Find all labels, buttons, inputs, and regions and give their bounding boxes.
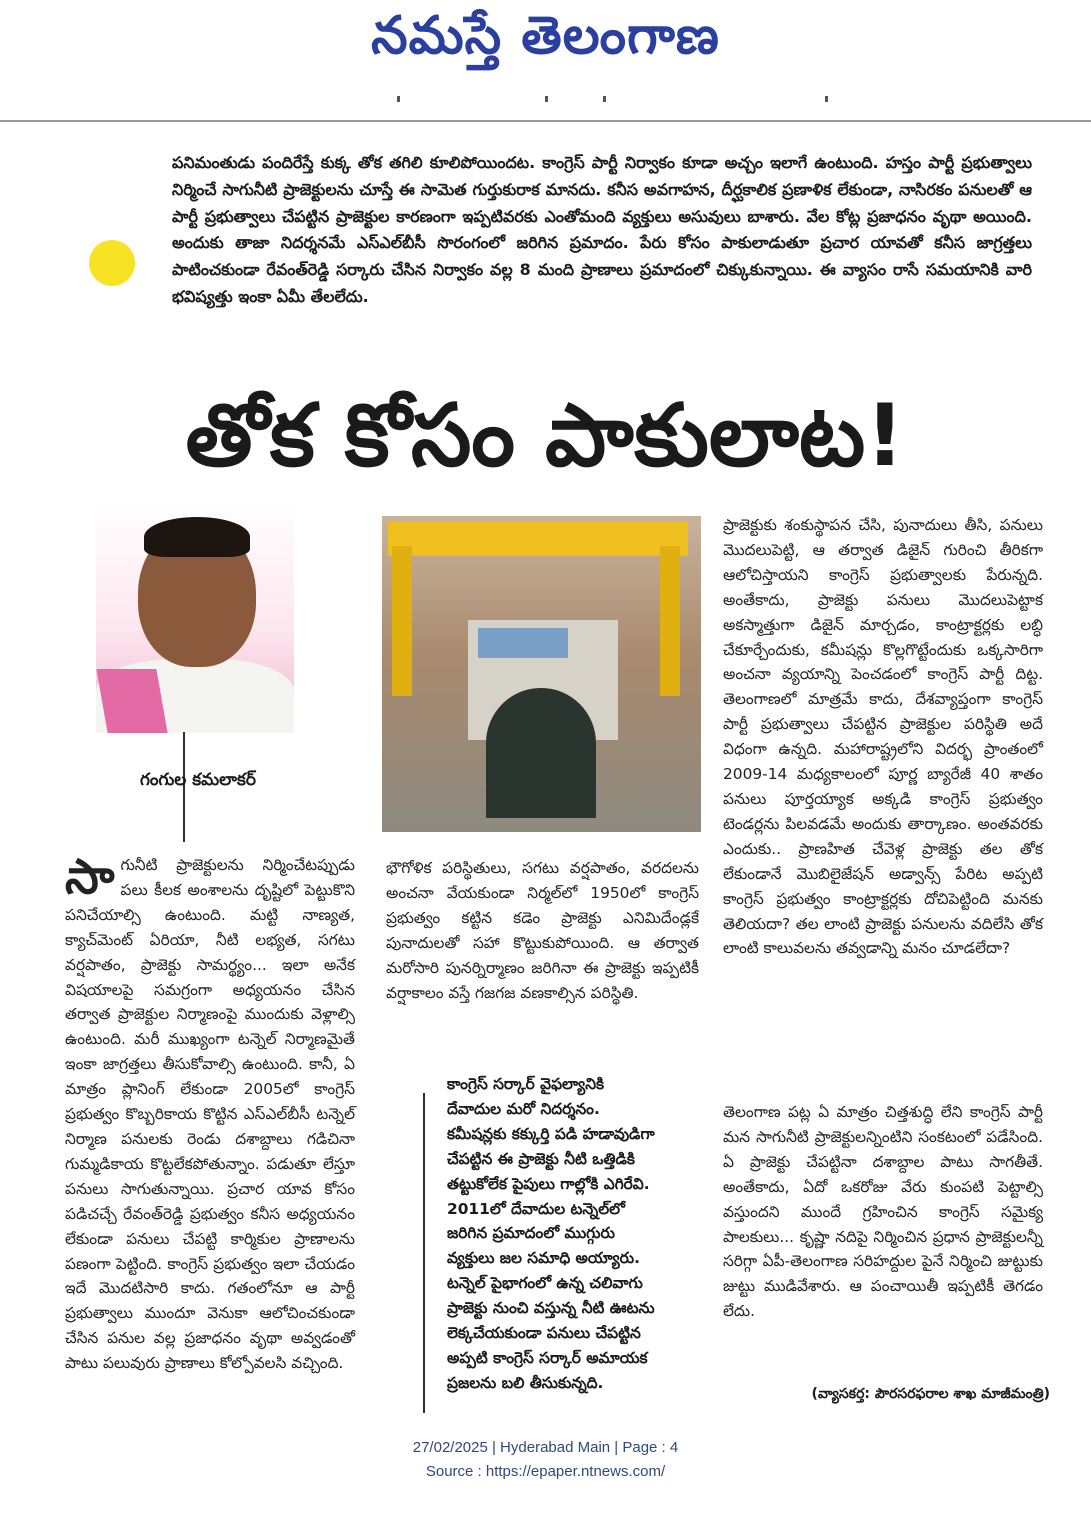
article-column-middle: భౌగోళిక పరిస్థితులు, సగటు వర్షపాతం, వరదలను అంచనా వేయకుండా నిర్మల్‌లో 1950లో కాంగ్రెస్ ప్రభుత్వం కట్టిన కడెం ప్రాజెక్టు ఎనిమిదేండ్లకే పునాదులతో సహా కొట్టుకుపోయింది. ఆ తర్వాత మరోసారి పునర్నిర్మాణం జరిగినా ఈ ప్రాజెక్టు ఇప్పటికీ వర్షాకాలం వస్తే గజగజ వణకాల్సిన పరిస్థితి. [386, 859, 699, 1002]
author-scarf [96, 669, 167, 733]
footer-date-edition: 27/02/2025 | Hyderabad Main | Page : 4 [412, 1439, 679, 1456]
tunnel-photo [382, 516, 701, 832]
portal-signboard [478, 628, 568, 658]
dateline-marks [395, 96, 835, 106]
gantry-leg [392, 546, 412, 696]
footer-source-link[interactable]: Source : https://epaper.ntnews.com/ [425, 1463, 666, 1480]
tunnel-entrance [486, 688, 596, 818]
masthead-divider [0, 120, 1091, 122]
pull-quote: కాంగ్రెస్ సర్కార్ వైఫల్యానికి దేవాదుల మరో నిదర్శనం. కమీషన్లకు కక్కుర్తి పడి హడావుడిగా చేపట్టిన ఈ ప్రాజెక్టు నీటి ఒత్తిడికి తట్టుకోలేక పైపులు గాల్లోకి ఎగిరేవి. 2011లో దేవాదుల టన్నెల్‌లో జరిగిన ప్రమాదంలో ముగ్గురు వ్యక్తులు జల సమాధి అయ్యారు. టన్నెల్ పైభాగంలో ఉన్న చలివాగు ప్రాజెక్టు నుంచి వస్తున్న నీటి ఊటను లెక్కచేయకుండా పనులు చేపట్టిన అప్పటి కాంగ్రెస్ సర్కార్ అమాయక ప్రజలను బలి తీసుకున్నది. [447, 1075, 655, 1392]
author-credit: (వ్యాసకర్త: పౌరసరఫరాల శాఖ మాజీమంత్రి) [811, 1386, 1050, 1402]
intro-paragraph: పనిమంతుడు పందిరేస్తే కుక్క తోక తగిలి కూలిపోయిందట. కాంగ్రెస్ పార్టీ నిర్వాకం కూడా అచ్చం ఇలాగే ఉంటుంది. హస్తం పార్టీ ప్రభుత్వాలు నిర్మించే సాగునీటి ప్రాజెక్టులను చూస్తే ఈ సామెత గుర్తుకురాక మానదు. కనీస అవగాహన, దీర్ఘకాలిక ప్రణాళిక లేకుండా, నాసిరకం పనులతో ఆ పార్టీ ప్రభుత్వాలు చేపట్టిన ప్రాజెక్టుల కారణంగా ఇప్పటివరకు ఎంతోమంది వ్యక్తులు అసువులు బాశారు. వేల కోట్ల ప్రజాధనం వృథా అయింది. అందుకు తాజా నిదర్శనమే ఎస్ఎల్‌బీసీ సొరంగంలో జరిగిన ప్రమాదం. పేరు కోసం పాకులాడుతూ ప్రచార యావతో కనీస జాగ్రత్తలు పాటించకుండా రేవంత్‌రెడ్డి సర్కారు చేసిన నిర్వాకం వల్ల 8 మంది ప్రాణాలు ప్రమాదంలో చిక్కుకున్నాయి. ఈ వ్యాసం రాసే సమయానికి వారి భవిష్యత్తు ఇంకా ఏమీ తేలలేదు. [172, 153, 1032, 306]
gantry-crane [388, 522, 688, 556]
masthead-logo: నమస్తే తెలంగాణ [371, 6, 720, 66]
byline: గంగుల కమలాకర్ [139, 770, 257, 790]
gantry-leg [660, 546, 680, 696]
masthead [0, 0, 1091, 95]
column-left-text: గునీటి ప్రాజెక్టులను నిర్మించేటప్పుడు పలు కీలక అంశాలను దృష్టిలో పెట్టుకొని పనిచేయాల్సి ఉంటుంది. మట్టి నాణ్యత, క్యాచ్‌మెంట్ ఏరియా, నీటి లభ్యత, సగటు వర్షపాతం, ప్రాజెక్టు సామర్థ్యం... ఇలా అనేక విషయాలపై సమగ్రంగా అధ్యయనం చేసిన తర్వాత ప్రాజెక్టుల నిర్మాణంపై ముందుకు వెళ్లాల్సి ఉంటుంది. మరీ ముఖ్యంగా టన్నెల్ నిర్మాణమైతే ఇంకా జాగ్రత్తలు తీసుకోవాల్సి ఉంటుంది. కానీ, ఏ మాత్రం ప్లానింగ్ లేకుండా 2005లో కాంగ్రెస్ ప్రభుత్వం కొబ్బరికాయ కొట్టిన ఎస్ఎల్‌బీసీ టన్నెల్ నిర్మాణ పనులకు రెండు దశాబ్దాలు గడిచినా గుమ్మడికాయ కొట్టలేకపోతున్నాం. పడుతూ లేస్తూ పనులు సాగుతున్నాయి. ప్రచార యావ కోసం పడిచచ్చే రేవంత్‌రెడ్డి ప్రభుత్వం కనీస అధ్యయనం లేకుండా పనులు చేపట్టి కార్మికుల ప్రాణాలను పణంగా పెట్టింది. కాంగ్రెస్ ప్రభుత్వం ఇలా చేయడం ఇదే మొదటిసారి కాదు. గతంలోనూ ఆ పార్టీ ప్రభుత్వాలు ముందూ వెనుకా ఆలోచించకుండా చేసిన పనుల వల్ల ప్రజాధనం వృథా అవ్వడంతో పాటు పలువురు ప్రాణాలు కోల్పోవలసి వచ్చింది. [65, 856, 355, 1373]
article-column-left [65, 849, 355, 1376]
drop-cap: సా [65, 849, 115, 905]
author-hair [144, 517, 250, 557]
headline: తోక కోసం పాకులాట! [185, 386, 905, 486]
article-column-right: ప్రాజెక్టుకు శంకుస్థాపన చేసి, పునాదులు తీసి, పనులు మొదలుపెట్టి, ఆ తర్వాత డిజైన్ గురించి తీరికగా ఆలోచిస్తాయని కాంగ్రెస్ ప్రభుత్వాలకు పేరున్నది. అంతేకాదు, ప్రాజెక్టు పనులు మొదలుపెట్టాక అకస్మాత్తుగా డిజైన్ మార్చడం, కాంట్రాక్టర్లకు లబ్ధి చేకూర్చేందుకు, కమీషన్లు కొల్లగొట్టేందుకు ఒక్కసారిగా అంచనా వ్యయాన్ని పెంచడంలో కాంగ్రెస్ పార్టీ దిట్ట. తెలంగాణలో మాత్రమే కాదు, దేశవ్యాప్తంగా కాంగ్రెస్ పార్టీ ప్రభుత్వాలు చేపట్టిన ప్రాజెక్టుల పరిస్థితి అదే విధంగా ఉన్నది. మహారాష్ట్రలోని విదర్భ ప్రాంతంలో 2009-14 మధ్యకాలంలో పూర్ణ బ్యారేజీ 40 శాతం పనులు పూర్తయ్యాక అక్కడి కాంగ్రెస్ ప్రభుత్వం టెండర్లను పిలవడమే అందుకు తార్కాణం. అంతవరకు ఎందుకు.. ప్రాణహిత చేవెళ్ల ప్రాజెక్టు తల తోక లేకుండానే మొబిలైజేషన్ అడ్వాన్స్ పేరిట అప్పటి కాంగ్రెస్ ప్రభుత్వం కాంట్రాక్టర్లకు దోచిపెట్టింది మనకు తెలియదా? తల లాంటి ప్రాజెక్టు పనులను వదిలేసి తోక లాంటి కాలువలను తవ్వడాన్ని మనం చూడలేదా? [723, 516, 1043, 958]
author-photo [96, 499, 294, 733]
footer [0, 1436, 1091, 1484]
yellow-bullet-icon [89, 240, 135, 286]
pull-quote-rule [423, 1093, 425, 1413]
article-column-right-continued: తెలంగాణ పట్ల ఏ మాత్రం చిత్తశుద్ధి లేని కాంగ్రెస్ పార్టీ మన సాగునీటి ప్రాజెక్టులన్నింటిని సంకటంలో పడేసింది. ఏ ప్రాజెక్టు చేపట్టినా దశాబ్దాల పాటు సాగతీతే. అంతేకాదు, ఏదో ఒకరోజు వేరు కుంపటి పెట్టాల్సి వస్తుందని ముందే గ్రహించిన కాంగ్రెస్ సమైక్య పాలకులు... కృష్ణా నదిపై నిర్మించిన ప్రధాన ప్రాజెక్టులన్నీ సరిగ్గా ఏపీ-తెలంగాణ సరిహద్దుల పైనే నిర్మించి జుట్టుకు జుట్టు ముడివేశారు. ఆ పంచాయితీ ఇప్పటికీ తెగడం లేదు. [723, 1103, 1043, 1321]
